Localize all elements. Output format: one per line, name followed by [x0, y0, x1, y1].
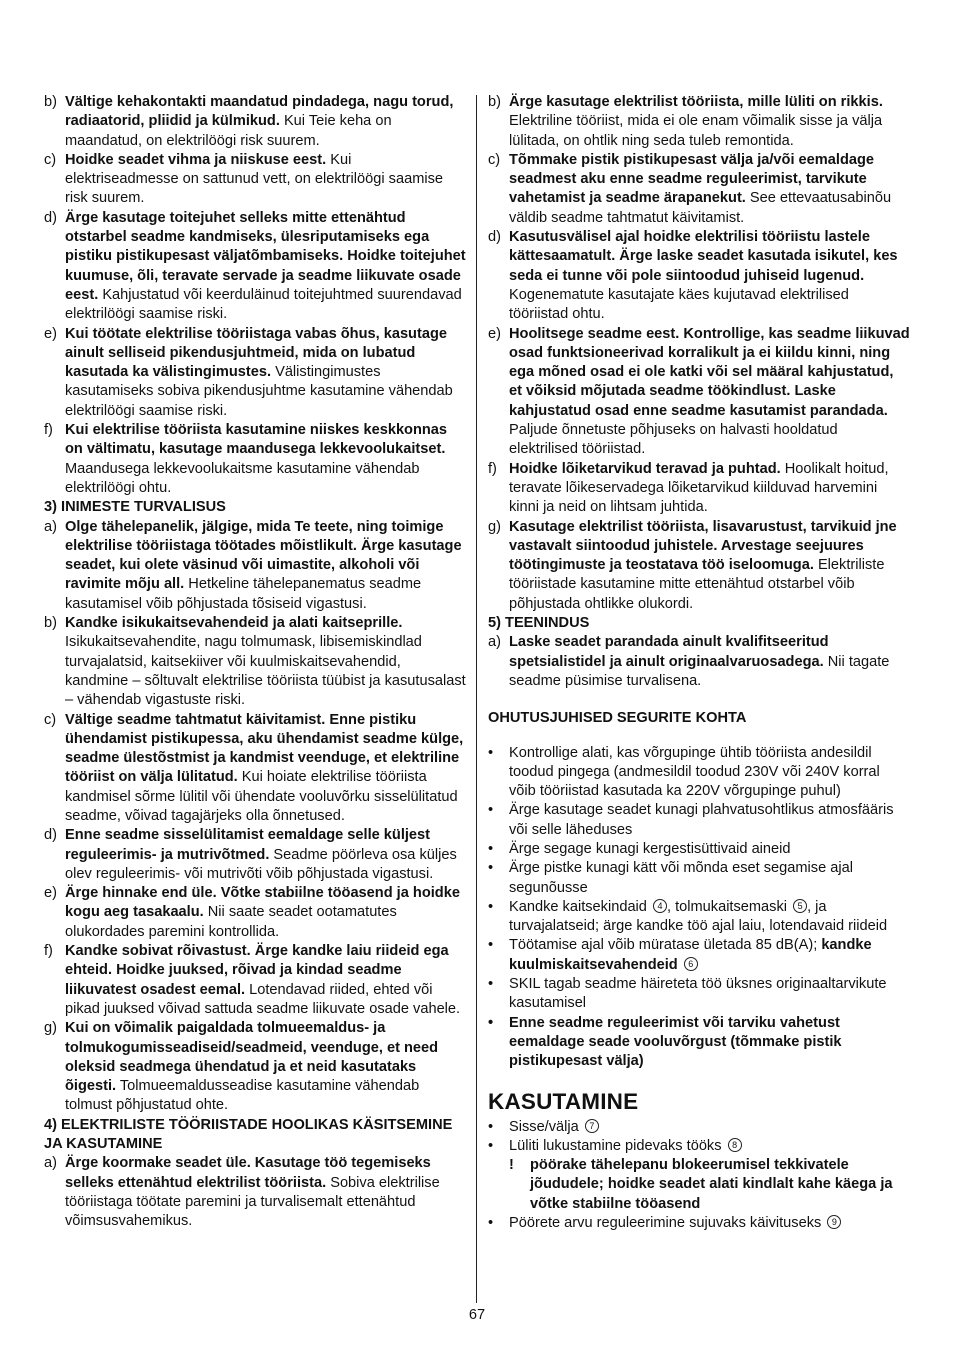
list-item [44, 1019, 466, 1115]
warning-mark: ! [509, 1157, 514, 1174]
list-item [44, 942, 466, 1019]
left-column [44, 93, 466, 1232]
item-text: Kui elektrilise tööriista kasutamine niiskes keskkonnas on vältimatu, kasutage maandusega lekkevoolukaitset. Maandusega lekkevoolukaitsme kasutamine vähendab elektrilöögi ohtu. [65, 422, 448, 496]
usage-list [488, 1118, 910, 1234]
column-divider [476, 95, 477, 1303]
usage-item: • Pöörete arvu reguleerimine sujuvaks käivituseks 9 [488, 1214, 910, 1233]
item-label: d) [44, 209, 57, 226]
list-item [44, 93, 466, 151]
item-label: a) [44, 1155, 57, 1172]
item-text: Kui on võimalik paigaldada tolmueemaldus- ja tolmukogumisseadiseid/seadmeid, veenduge, et need oleksid seadmega ühendatud ja et neid kasutataks õigesti. Tolmueemaldusseadise kasutamine vähendab tolmust põhjustatud ohte. [65, 1020, 439, 1114]
item-text: Enne seadme sisselülitamist eemaldage selle küljest reguleerimis- ja mutrivõtmed. Seadme pöörleva osa küljes olev reguleerimis- või mutrivõti võib põhjustada vigastusi. [65, 827, 457, 882]
electrical-safety-list [44, 93, 466, 498]
usage-warning: ! pöörake tähelepanu blokeerumisel tekkivatele jõududele; hoidke seadet alati kindlalt kahe käega ja võtke stabiilne tööasend [488, 1156, 910, 1214]
tool-use-list-continued [488, 93, 910, 614]
bullet-item: • Kontrollige alati, kas võrgupinge ühtib tööriista andesildil toodud pingega (andmesildil toodud 230V või 240V korral võib tööriistad kasutada ka 220V võrgupinge puhul) [488, 744, 880, 800]
bullet-item: • Enne seadme reguleerimist või tarviku vahetust eemaldage seade vooluvõrgust (tõmmake pistik pistikupesast välja) [488, 1014, 842, 1070]
item-label: e) [488, 325, 501, 342]
item-text: Kandke isikukaitsevahendeid ja alati kaitseprille. Isikukaitsevahendite, nagu tolmumask, libisemiskindlad turvajalatsid, kaitsekiiver või kuulmiskaitsevahendid, kandmine – sõltuvalt elektrilise tööriista tüübist ja kasutusalast – vähendab vigastuste riski. [65, 615, 466, 709]
tool-use-list [44, 1154, 466, 1231]
item-label: f) [44, 422, 53, 439]
list-item [44, 1154, 466, 1231]
bullet-item: • Ärge kasutage seadet kunagi plahvatusohtlikus atmosfääris või selle läheduses [488, 802, 894, 838]
item-label: g) [44, 1020, 57, 1037]
item-text: Hoidke lõiketarvikud teravad ja puhtad. Hoolikalt hoitud, teravate lõikeservadega lõiketarvikud kiilduvad harvemini kinni ja neid on lihtsam juhtida. [509, 460, 889, 516]
bullet-item: • Ärge segage kunagi kergestisüttivaid aineid [488, 840, 791, 857]
item-label: g) [488, 518, 501, 535]
list-item [488, 460, 910, 518]
item-text: Ärge kasutage elektrilist tööriista, mille lüliti on rikkis. Elektriline tööriist, mida ei ole enam võimalik sisse ja välja lülitada, on ohtlik ning seda tuleb remontida. [509, 94, 883, 149]
list-item [44, 884, 466, 942]
usage-heading: KASUTAMINE [488, 1088, 639, 1114]
item-text: Ärge kasutage toitejuhet selleks mitte ettenähtud otstarbel seadme kandmiseks, ülesriputamiseks ega pistiku pistikupesast väljatõmbamiseks. Hoidke toitejuhet kuumuse, õli, teravate servade ja seadme liikuvate osade eest. Kahjustatud või keerduläinud toitejuhtmed suurendavad elektrilöögi saamise riski. [65, 209, 466, 323]
section-heading-personal-safety: 3) INIMESTE TURVALISUS [44, 499, 226, 516]
item-label: e) [44, 325, 57, 342]
list-item [44, 209, 466, 325]
item-label: e) [44, 885, 57, 902]
item-text: Tõmmake pistik pistikupesast välja ja/või eemaldage seadmest aku enne seadme reguleerimist, tarvikute vahetamist ja seadme ärapanekut. See ettevaatusabinõu väldib seadme tahtmatut käivitamist. [509, 151, 892, 226]
list-item [44, 518, 466, 614]
callout-number: 9 [827, 1215, 841, 1229]
item-text: Kasutusvälisel ajal hoidke elektrilisi tööriistu lastele kättesaamatult. Ärge laske seadet kasutada isikutel, kes seda ei tunne või pole siintoodud juhiseid lugenud. Kogenematute kasutajate käes kujutavad elektrilised tööriistad ohtu. [509, 229, 898, 323]
right-column [488, 93, 910, 1233]
bullet-item: • Ärge pistke kunagi kätt või mõnda eset segamise ajal segunõusse [488, 860, 853, 896]
item-label: d) [488, 229, 501, 246]
item-text: Hoidke seadet vihma ja niiskuse eest. Kui elektriseadmesse on sattunud vett, on elektrilöögi saamise risk suurem. [65, 151, 444, 207]
list-item [44, 325, 466, 421]
list-item [488, 325, 910, 460]
item-text: Olge tähelepanelik, jälgige, mida Te teete, ning toimige elektrilise tööriistaga töötades mõistlikult. Ärge kasutage seadet, kui olete väsinud või uimastite, alkoholi või ravimite mõju all. Hetkeline tähelepanematus seadme kasutamisel võib põhjustada tõsiseid vigastusi. [65, 518, 462, 612]
item-label: b) [44, 615, 57, 632]
item-label: c) [44, 711, 57, 728]
item-label: c) [44, 151, 57, 168]
service-list [488, 633, 910, 691]
list-item [44, 711, 466, 827]
list-item [488, 93, 910, 151]
personal-safety-list [44, 518, 466, 1116]
item-text: Vältige kehakontakti maandatud pindadega, nagu torud, radiaatorid, pliidid ja külmikud. Kui Teie keha on maandatud, on elektrilöögi risk suurem. [65, 94, 454, 149]
page-number: 67 [468, 1307, 486, 1323]
bullet-item: • Kandke kaitsekindaid 4 , tolmukaitsemaski 5 , ja turvajalatseid; ärge kandke töö ajal laiu, lotendavaid riideid [488, 898, 888, 935]
callout-number: 6 [684, 957, 698, 971]
usage-item: • Sisse/välja 7 [488, 1118, 910, 1137]
item-text: Kasutage elektrilist tööriista, lisavarustust, tarvikuid jne vastavalt siintoodud juhistele. Arvestage seejuures töötingimuste ja teostatava töö iseloomuga. Elektriliste tööriistade kasutamine mitte ettenähtud otstarbel võib põhjustada ohtlikke olukordi. [509, 518, 897, 612]
item-text: Laske seadet parandada ainult kvalifitseeritud spetsialistidel ja ainult originaalvaruosadega. Nii tagate seadme püsimise turvalisena. [509, 634, 890, 689]
callout-number: 7 [585, 1119, 599, 1133]
item-label: a) [44, 518, 57, 535]
list-item [488, 518, 910, 614]
item-label: f) [488, 460, 497, 477]
item-label: b) [488, 94, 501, 110]
callout-number: 4 [653, 899, 667, 913]
section-heading-tool-use: 4) ELEKTRILISTE TÖÖRIISTADE HOOLIKAS KÄSITSEMINE JA KASUTAMINE [44, 1116, 453, 1153]
list-item [488, 151, 910, 228]
section-heading-service: 5) TEENINDUS [488, 615, 590, 632]
item-label: b) [44, 94, 57, 110]
item-text: Hoolitsege seadme eest. Kontrollige, kas seadme liikuvad osad funktsioneerivad korralikult ja ei kiildu kinni, ning ega mõned osad ei ole katki või sel määral kahjustatud, et võiksid mõjutada seadme töökindlust. Laske kahjustatud osad enne seadme kasutamist parandada. Paljude õnnetuste põhjuseks on halvasti hooldatud elektrilised tööriistad. [509, 325, 910, 458]
item-text: Kui töötate elektrilise tööriistaga vabas õhus, kasutage ainult selliseid pikendusjuhtmeid, mida on lubatud kasutada ka välistingimustes. Välistingimustes kasutamiseks sobiva pikendusjuhtme kasutamine vähendab elektrilöögi saamise riski. [65, 325, 453, 419]
item-label: c) [488, 151, 501, 168]
bullet-item: • Töötamise ajal võib müratase ületada 85 dB(A); kandke kuulmiskaitsevahendeid 6 [488, 937, 872, 973]
item-text: Ärge hinnake end üle. Võtke stabiilne tööasend ja hoidke kogu aeg tasakaalu. Nii saate seadet ootamatutes olukordades paremini kontrollida. [65, 885, 460, 940]
list-item [44, 151, 466, 209]
bullet-item: • SKIL tagab seadme häireteta töö üksnes originaaltarvikute kasutamisel [488, 976, 887, 1012]
mixer-safety-heading: OHUTUSJUHISED SEGURITE KOHTA [488, 710, 747, 727]
list-item [44, 421, 466, 498]
list-item [488, 228, 910, 324]
mixer-safety-bullets [488, 744, 910, 1072]
item-label: d) [44, 827, 57, 844]
list-item [44, 826, 466, 884]
item-text: Vältige seadme tahtmatut käivitamist. Enne pistiku ühendamist pistikupessa, aku ühendamist seadme külge, seadme ülestõstmist ja kandmist veenduge, et elektriline tööriist on välja lülitatud. Kui hoiate elektrilise tööriista kandmisel sõrme lülitil või ühendate vooluvõrku sisselülitatud seadme, võivad tagajärjeks olla õnnetused. [65, 711, 464, 824]
callout-number: 5 [793, 899, 807, 913]
list-item [488, 633, 910, 691]
item-label: a) [488, 634, 501, 651]
item-text: Ärge koormake seadet üle. Kasutage töö tegemiseks selleks ettenähtud elektrilist tööriista. Sobiva elektrilise tööriistaga töötate paremini ja turvalisemalt ettenähtud võimsusvahemikus. [65, 1155, 440, 1230]
list-item [44, 614, 466, 710]
usage-item: • Lüliti lukustamine pidevaks tööks 8 [488, 1137, 910, 1156]
item-label: f) [44, 943, 53, 960]
callout-number: 8 [728, 1138, 742, 1152]
item-text: Kandke sobivat rõivastust. Ärge kandke laiu riideid ega ehteid. Hoidke juuksed, rõivad ja kindad seadme liikuvatest osadest eemal. Lotendavad riided, ehted või pikad juuksed võivad sattuda seadme liikuvate osade vahele. [65, 943, 461, 1017]
